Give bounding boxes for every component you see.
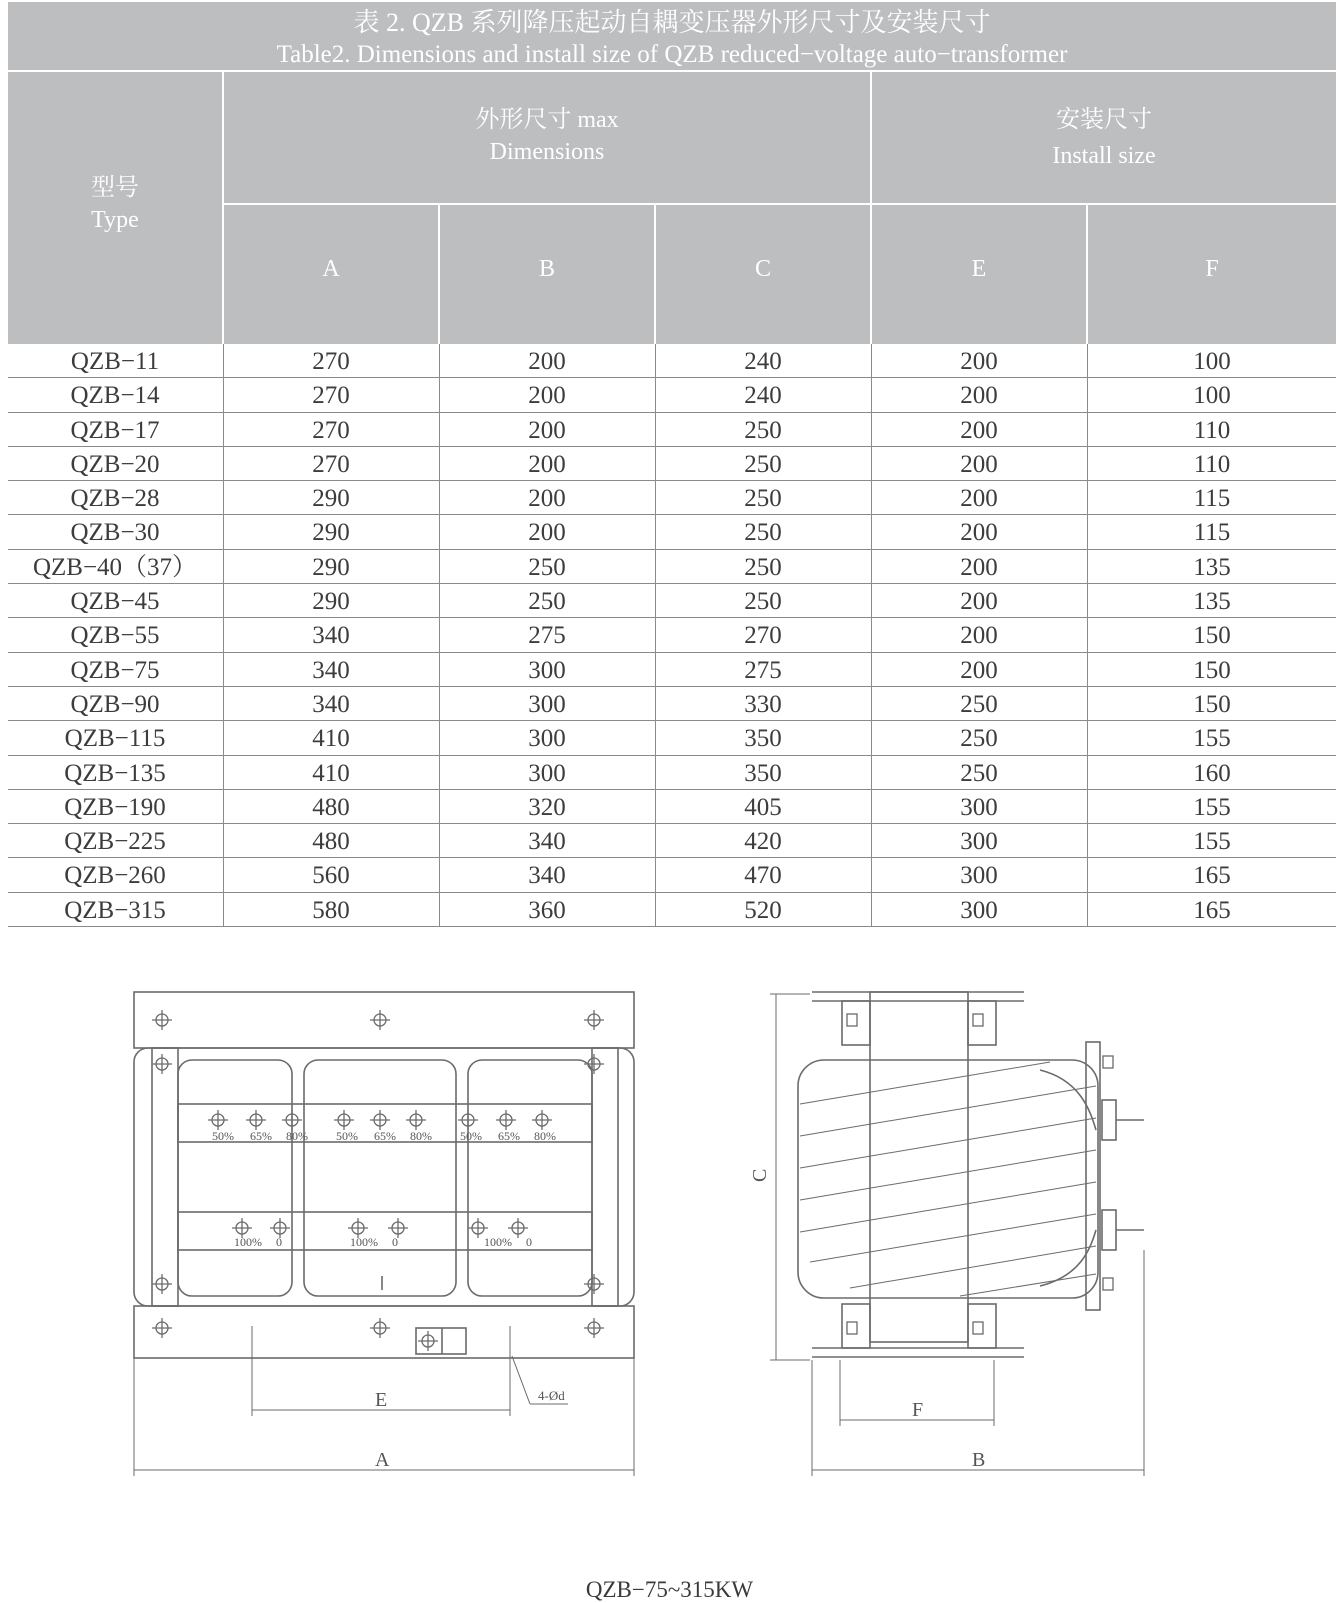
table-row — [8, 481, 1336, 515]
table-body — [8, 344, 1336, 927]
cell-value: 200 — [960, 656, 998, 684]
cell-type: QZB−14 — [70, 382, 160, 410]
header-type-en: Type — [91, 207, 139, 233]
cell-value: 300 — [528, 690, 566, 718]
header-col-F: F — [1205, 256, 1219, 282]
cell-value: 350 — [744, 725, 782, 753]
header-dims-zh: 外形尺寸 max — [475, 107, 619, 133]
cell-value: 100 — [1193, 348, 1231, 375]
table-row — [8, 413, 1336, 447]
cell-value: 200 — [960, 622, 998, 650]
cell-value: 200 — [528, 348, 566, 375]
cell-value: 520 — [744, 896, 782, 924]
tap-label: 100% — [484, 1235, 512, 1249]
header-install-en: Install size — [1052, 143, 1156, 169]
header-dimensions — [224, 104, 870, 168]
cell-value: 250 — [528, 588, 566, 616]
cell-value: 410 — [312, 759, 350, 787]
cell-value: 350 — [744, 759, 782, 787]
cell-value: 270 — [744, 622, 782, 650]
cell-value: 250 — [960, 690, 998, 718]
cell-value: 340 — [528, 828, 566, 856]
cell-value: 470 — [744, 862, 782, 890]
cell-value: 135 — [1193, 588, 1231, 616]
tap-label: 100% — [350, 1235, 378, 1249]
cell-type: QZB−45 — [70, 588, 160, 616]
cell-value: 330 — [744, 690, 782, 718]
tap-label: 50% — [460, 1129, 482, 1143]
table-row — [8, 893, 1336, 927]
cell-type: QZB−11 — [70, 348, 160, 375]
table-row — [8, 584, 1336, 618]
cell-value: 290 — [312, 553, 350, 581]
bolt-icon — [973, 1322, 983, 1334]
table-row — [8, 378, 1336, 412]
cell-value: 115 — [1193, 485, 1231, 513]
tap-label: 0 — [276, 1235, 282, 1249]
cell-value: 240 — [744, 382, 782, 410]
cell-value: 200 — [960, 519, 998, 547]
tap-label: 50% — [336, 1129, 358, 1143]
bolt-icon — [1103, 1278, 1113, 1290]
bolt-icon — [973, 1014, 983, 1026]
cell-value: 300 — [960, 828, 998, 856]
table-row — [8, 344, 1336, 378]
tap-label: 65% — [374, 1129, 396, 1143]
bolt-icon — [847, 1014, 857, 1026]
figure-caption: QZB−75~315KW — [585, 1577, 754, 1602]
cell-value: 250 — [528, 553, 566, 581]
cell-value: 240 — [744, 348, 782, 375]
cell-value: 165 — [1193, 862, 1231, 890]
cell-value: 150 — [1193, 656, 1231, 684]
table-row — [8, 447, 1336, 481]
cell-value: 200 — [528, 416, 566, 444]
cell-value: 110 — [1193, 450, 1231, 478]
cell-value: 340 — [528, 862, 566, 890]
table-row — [8, 790, 1336, 824]
cell-value: 250 — [744, 588, 782, 616]
cell-type: QZB−40（37） — [32, 553, 198, 581]
cell-value: 250 — [744, 450, 782, 478]
cell-type: QZB−260 — [64, 862, 166, 890]
cell-value: 250 — [960, 725, 998, 753]
cell-value: 155 — [1193, 725, 1231, 753]
cell-value: 290 — [312, 588, 350, 616]
cell-value: 135 — [1193, 553, 1231, 581]
dim-C-label: C — [749, 1168, 771, 1182]
cell-value: 300 — [528, 656, 566, 684]
cell-value: 200 — [960, 588, 998, 616]
cell-value: 480 — [312, 828, 350, 856]
table-row — [8, 756, 1336, 790]
tap-label: 65% — [498, 1129, 520, 1143]
cell-value: 200 — [960, 382, 998, 410]
tap-label: 80% — [534, 1129, 556, 1143]
cell-value: 150 — [1193, 690, 1231, 718]
cell-value: 270 — [312, 416, 350, 444]
table-row — [8, 653, 1336, 687]
cell-type: QZB−135 — [64, 759, 166, 787]
cell-type: QZB−90 — [70, 690, 160, 718]
table-title-en: Table2. Dimensions and install size of QZB reduced−voltage auto−transformer — [276, 41, 1068, 68]
header-type-zh: 型号 — [91, 175, 139, 201]
cell-value: 200 — [528, 450, 566, 478]
cell-value: 250 — [744, 416, 782, 444]
cell-value: 580 — [312, 896, 350, 924]
header-col-A: A — [322, 256, 340, 282]
cell-value: 320 — [528, 793, 566, 821]
cell-value: 300 — [960, 896, 998, 924]
cell-value: 275 — [528, 622, 566, 650]
cell-value: 150 — [1193, 622, 1231, 650]
tap-label: 100% — [234, 1235, 262, 1249]
tap-label: 0 — [526, 1235, 532, 1249]
cell-value: 250 — [744, 553, 782, 581]
tap-label: 50% — [212, 1129, 234, 1143]
tap-label: 65% — [250, 1129, 272, 1143]
cell-value: 405 — [744, 793, 782, 821]
bolt-icon — [1103, 1056, 1113, 1068]
cell-value: 200 — [960, 485, 998, 513]
table-row — [8, 687, 1336, 721]
header-col-B: B — [538, 256, 555, 282]
cell-value: 165 — [1193, 896, 1231, 924]
tap-label: 0 — [392, 1235, 398, 1249]
cell-value: 270 — [312, 450, 350, 478]
table-title-zh: 表 2. QZB 系列降压起动自耦变压器外形尺寸及安装尺寸 — [353, 8, 991, 37]
cell-value: 200 — [528, 519, 566, 547]
header-install-zh: 安装尺寸 — [1056, 107, 1152, 133]
dim-E-label: E — [375, 1389, 388, 1411]
table-row — [8, 618, 1336, 652]
cell-value: 155 — [1193, 793, 1231, 821]
cell-value: 200 — [528, 485, 566, 513]
cell-value: 290 — [312, 485, 350, 513]
cell-value: 340 — [312, 656, 350, 684]
header-type — [8, 172, 222, 236]
header-col-C: C — [754, 256, 771, 282]
table-row — [8, 824, 1336, 858]
cell-value: 340 — [312, 690, 350, 718]
cell-value: 200 — [960, 450, 998, 478]
dim-A-label: A — [375, 1449, 390, 1471]
cell-value: 155 — [1193, 828, 1231, 856]
cell-value: 300 — [960, 862, 998, 890]
cell-type: QZB−115 — [64, 725, 166, 753]
cell-type: QZB−20 — [70, 450, 160, 478]
cell-value: 480 — [312, 793, 350, 821]
hole-note: 4-Ød — [538, 1388, 565, 1403]
cell-value: 200 — [528, 382, 566, 410]
cell-value: 270 — [312, 382, 350, 410]
bolt-icon — [847, 1322, 857, 1334]
table-row — [8, 550, 1336, 584]
table-row — [8, 721, 1336, 755]
dim-B-label: B — [972, 1449, 986, 1471]
cell-value: 300 — [528, 725, 566, 753]
tap-label: 80% — [286, 1129, 308, 1143]
transformer-drawing — [0, 960, 1339, 1530]
cell-value: 200 — [960, 416, 998, 444]
header-install — [872, 102, 1336, 174]
cell-value: 250 — [960, 759, 998, 787]
cell-value: 275 — [744, 656, 782, 684]
cell-type: QZB−225 — [64, 828, 166, 856]
cell-type: QZB−55 — [70, 622, 160, 650]
cell-value: 110 — [1193, 416, 1231, 444]
cell-type: QZB−28 — [70, 485, 160, 513]
table-title — [8, 2, 1336, 70]
cell-value: 420 — [744, 828, 782, 856]
cell-value: 340 — [312, 622, 350, 650]
cell-value: 360 — [528, 896, 566, 924]
cell-value: 115 — [1193, 519, 1231, 547]
cell-value: 410 — [312, 725, 350, 753]
cell-value: 200 — [960, 553, 998, 581]
header-col-E: E — [971, 256, 987, 282]
cell-value: 100 — [1193, 382, 1231, 410]
cell-value: 160 — [1193, 759, 1231, 787]
cell-value: 250 — [744, 519, 782, 547]
cell-value: 250 — [744, 485, 782, 513]
cell-value: 290 — [312, 519, 350, 547]
table-header — [8, 72, 1336, 344]
cell-type: QZB−30 — [70, 519, 160, 547]
cell-type: QZB−75 — [70, 656, 160, 684]
cell-value: 270 — [312, 348, 350, 375]
cell-value: 200 — [960, 348, 998, 375]
table-row — [8, 858, 1336, 892]
cell-type: QZB−17 — [70, 416, 160, 444]
cell-type: QZB−190 — [64, 793, 166, 821]
cell-value: 560 — [312, 862, 350, 890]
table-row — [8, 515, 1336, 549]
cell-type: QZB−315 — [64, 896, 166, 924]
cell-value: 300 — [528, 759, 566, 787]
header-dims-en: Dimensions — [489, 139, 605, 165]
cell-value: 300 — [960, 793, 998, 821]
tap-label: 80% — [410, 1129, 432, 1143]
dim-F-label: F — [912, 1399, 924, 1421]
